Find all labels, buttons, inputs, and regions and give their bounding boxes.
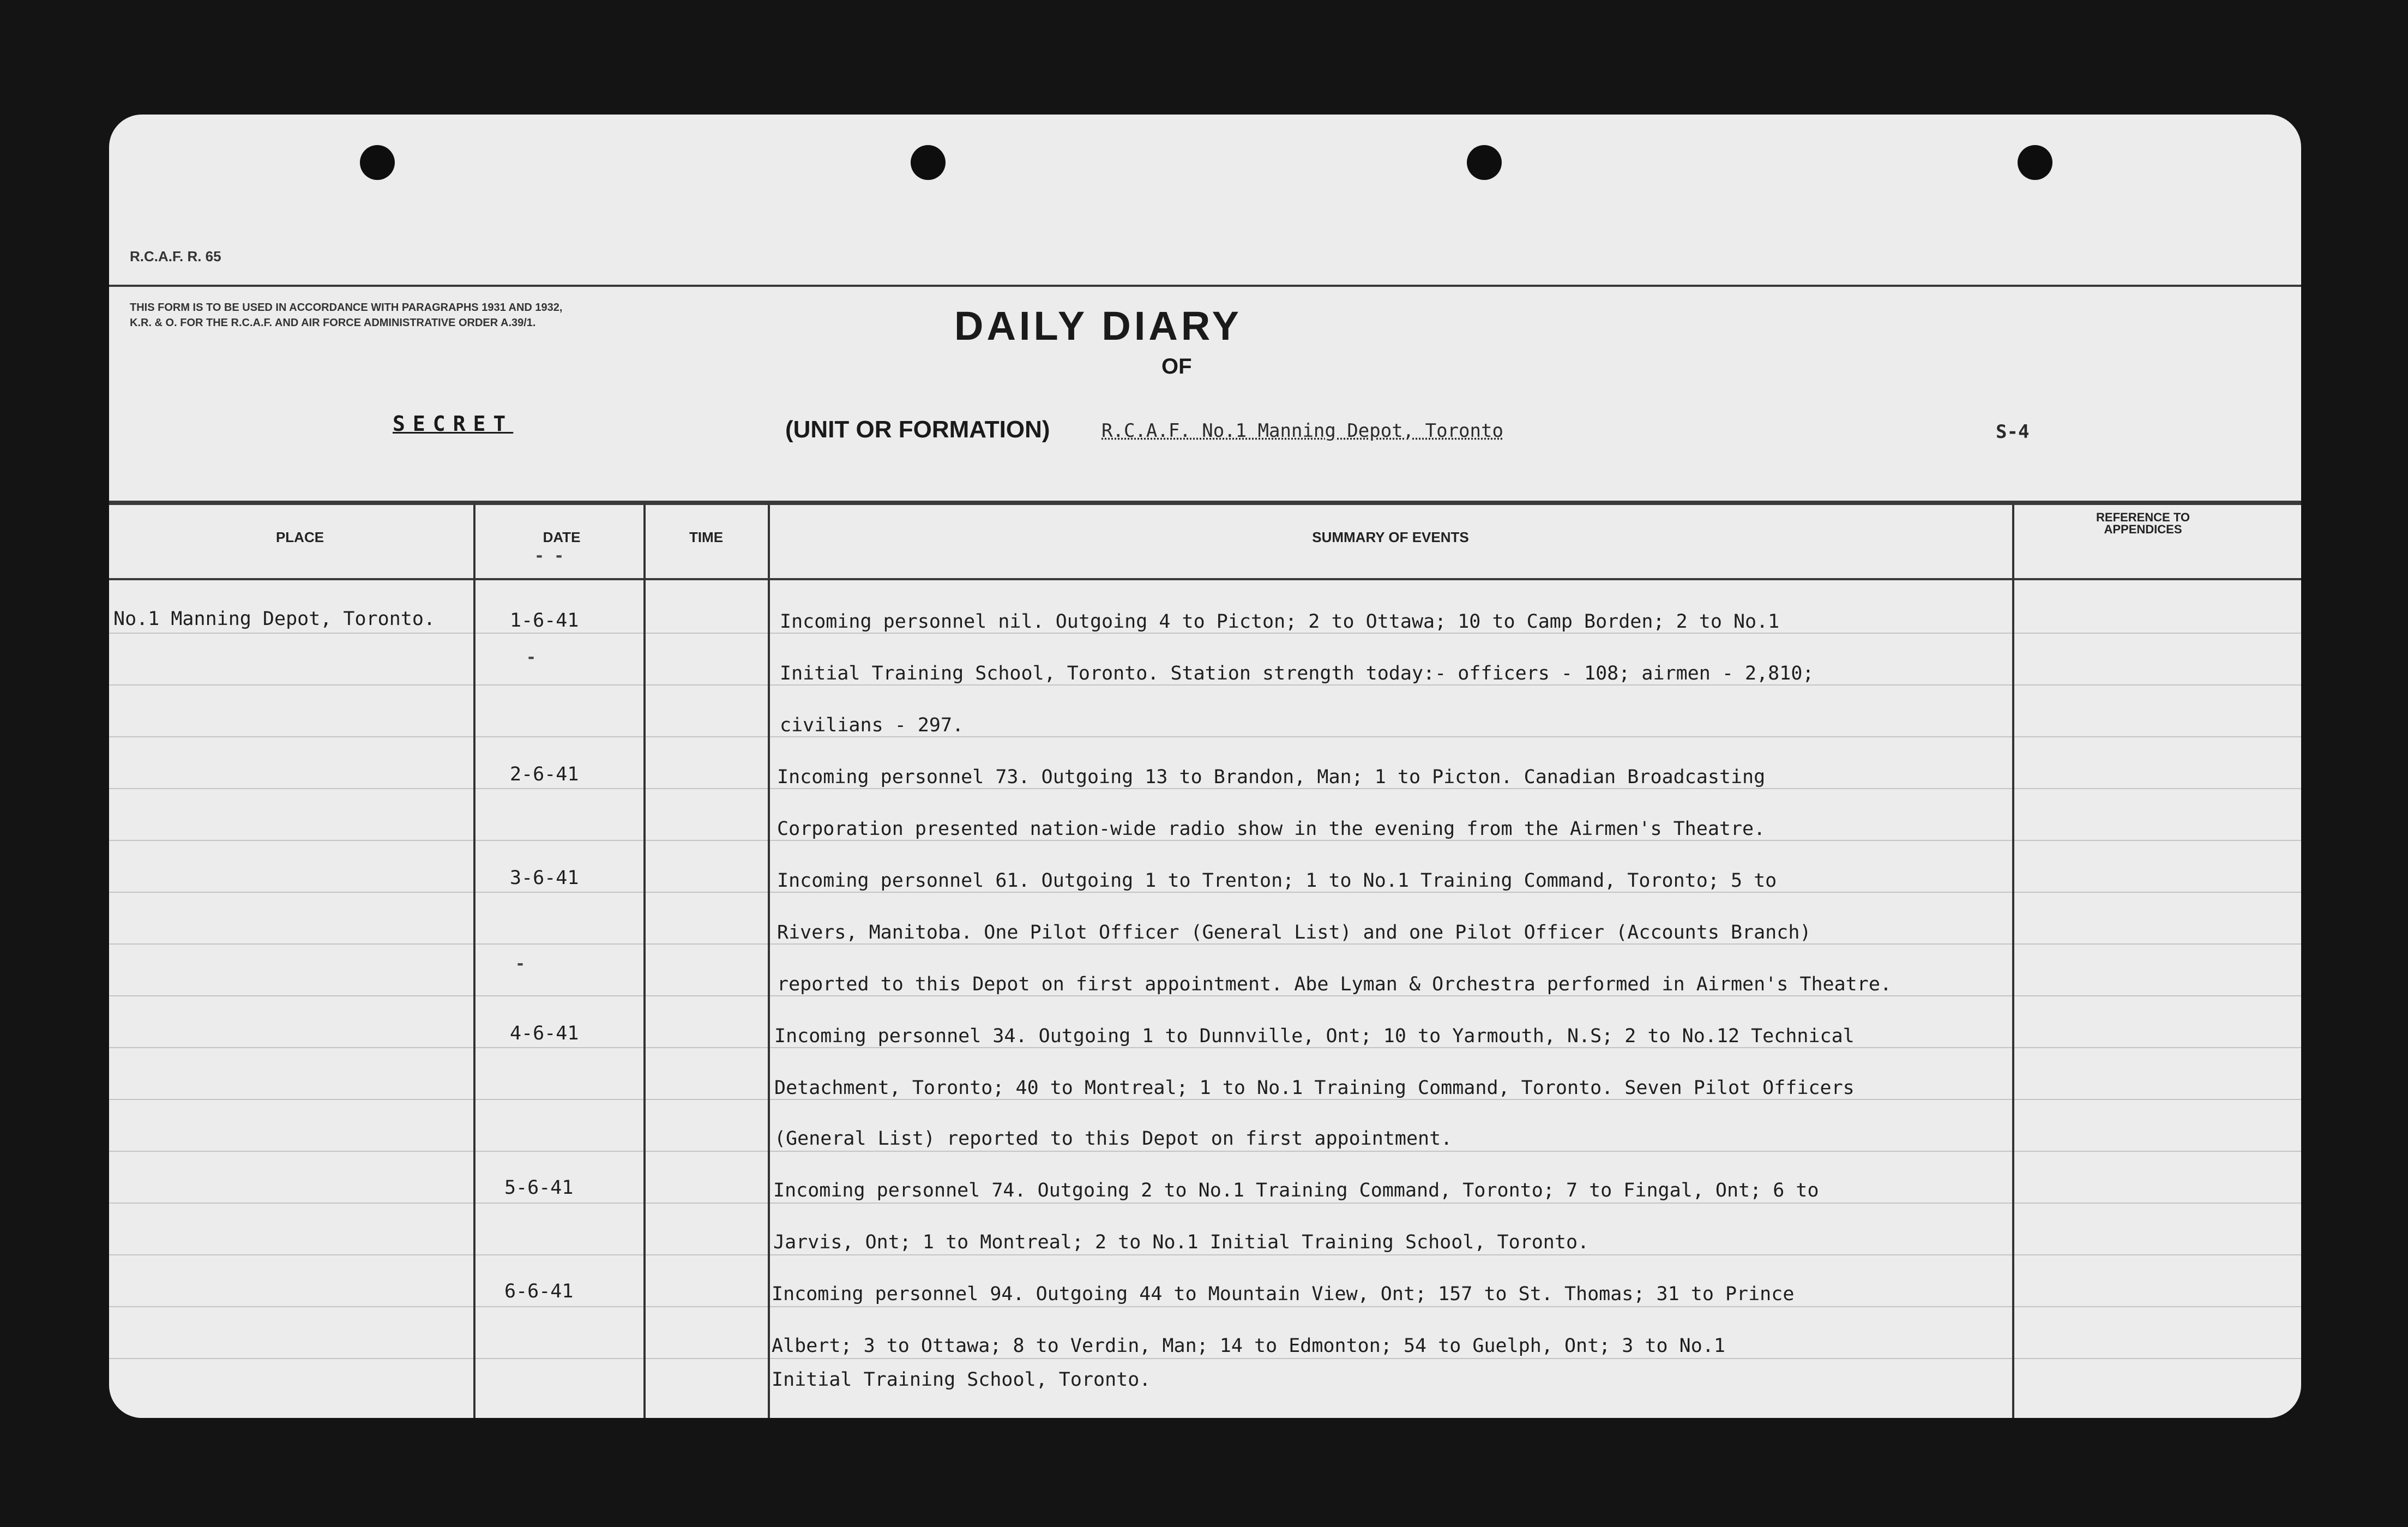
date-dash-mark: - [526, 648, 537, 667]
column-header-date: DATE [543, 529, 581, 545]
diary-form-card [109, 115, 2301, 1418]
entry-line: Corporation presented nation-wide radio show in the evening from the Airmen's Theatre. [777, 818, 1766, 840]
page-title: DAILY DIARY [954, 303, 1242, 348]
entry-line: Initial Training School, Toronto. Station strength today:- officers - 108; airmen - 2,810; [780, 663, 1814, 684]
ruled-line [109, 1099, 2301, 1100]
header-top-rule [109, 285, 2301, 287]
entry-line: Incoming personnel 74. Outgoing 2 to No.1 Training Command, Toronto; 7 to Fingal, Ont; 6 to [773, 1180, 1819, 1201]
ruled-line [109, 1306, 2301, 1307]
form-instruction: THIS FORM IS TO BE USED IN ACCORDANCE WITH PARAGRAPHS 1931 AND 1932, K.R. & O. FOR THE R.C.A.F. AND AIR FORCE ADMINISTRATIVE ORDER A.39/1. [130, 302, 563, 329]
page-reference: S-4 [1996, 421, 2030, 443]
ruled-line [109, 633, 2301, 634]
entry-line: Incoming personnel 94. Outgoing 44 to Mountain View, Ont; 157 to St. Thomas; 31 to Prince [772, 1283, 1795, 1305]
date-dash-mark: - [515, 954, 526, 973]
form-number: R.C.A.F. R. 65 [130, 248, 221, 264]
entry-line: reported to this Depot on first appointment. Abe Lyman & Orchestra performed in Airmen's Theatre. [777, 973, 1892, 995]
entry-line: Jarvis, Ont; 1 to Montreal; 2 to No.1 Initial Training School, Toronto. [773, 1231, 1590, 1253]
ruled-line [109, 1358, 2301, 1359]
column-divider-place [473, 505, 475, 1418]
entry-line: Incoming personnel 73. Outgoing 13 to Brandon, Man; 1 to Picton. Canadian Broadcasting [777, 766, 1766, 788]
column-header-rule [109, 578, 2301, 580]
entry-line: Initial Training School, Toronto. [772, 1369, 1151, 1391]
classification-stamp: SECRET [393, 412, 514, 436]
punch-hole-1 [360, 145, 395, 180]
entry-date: 6-6-41 [504, 1280, 574, 1302]
header-bottom-rule [109, 501, 2301, 505]
entry-line: civilians - 297. [780, 714, 964, 736]
entry-line: Incoming personnel nil. Outgoing 4 to Picton; 2 to Ottawa; 10 to Camp Borden; 2 to No.1 [780, 611, 1780, 633]
ruled-line [109, 1203, 2301, 1204]
entry-date: 3-6-41 [510, 867, 579, 889]
ruled-line [109, 1151, 2301, 1152]
unit-name: R.C.A.F. No.1 Manning Depot, Toronto [1101, 420, 1503, 442]
ruled-line [109, 1047, 2301, 1048]
column-divider-time [768, 505, 770, 1418]
date-header-dash: - - [534, 546, 564, 566]
ruled-line [109, 736, 2301, 737]
place-cell: No.1 Manning Depot, Toronto. [113, 608, 436, 630]
column-header-summary: SUMMARY OF EVENTS [1312, 529, 1469, 545]
column-header-time: TIME [689, 529, 724, 545]
ruled-line [109, 684, 2301, 686]
column-divider-summary [2012, 505, 2014, 1418]
entry-line: Albert; 3 to Ottawa; 8 to Verdin, Man; 14 to Edmonton; 54 to Guelph, Ont; 3 to No.1 [772, 1335, 1725, 1357]
ruled-line [109, 892, 2301, 893]
column-header-place: PLACE [275, 529, 324, 545]
column-divider-date [643, 505, 646, 1418]
entry-line: Incoming personnel 61. Outgoing 1 to Trenton; 1 to No.1 Training Command, Toronto; 5 to [777, 870, 1777, 892]
entry-line: (General List) reported to this Depot on first appointment. [774, 1128, 1453, 1150]
entry-date: 5-6-41 [504, 1177, 574, 1199]
unit-label: (UNIT OR FORMATION) [785, 416, 1050, 443]
entry-date: 1-6-41 [510, 610, 579, 632]
column-header-reference: REFERENCE TO APPENDICES [2096, 510, 2190, 536]
punch-hole-3 [1467, 145, 1502, 180]
entry-date: 2-6-41 [510, 764, 579, 785]
title-of: OF [1161, 354, 1192, 378]
punch-hole-2 [911, 145, 946, 180]
entry-date: 4-6-41 [510, 1023, 579, 1044]
ruled-line [109, 995, 2301, 996]
ruled-line [109, 788, 2301, 789]
entry-line: Detachment, Toronto; 40 to Montreal; 1 to No.1 Training Command, Toronto. Seven Pilot Officers [774, 1077, 1855, 1099]
ruled-line [109, 1254, 2301, 1255]
ruled-line [109, 840, 2301, 841]
entry-line: Rivers, Manitoba. One Pilot Officer (General List) and one Pilot Officer (Accounts Branch) [777, 922, 1811, 943]
entry-line: Incoming personnel 34. Outgoing 1 to Dunnville, Ont; 10 to Yarmouth, N.S; 2 to No.12 Technical [774, 1025, 1855, 1047]
ruled-line [109, 943, 2301, 945]
punch-hole-4 [2018, 145, 2052, 180]
